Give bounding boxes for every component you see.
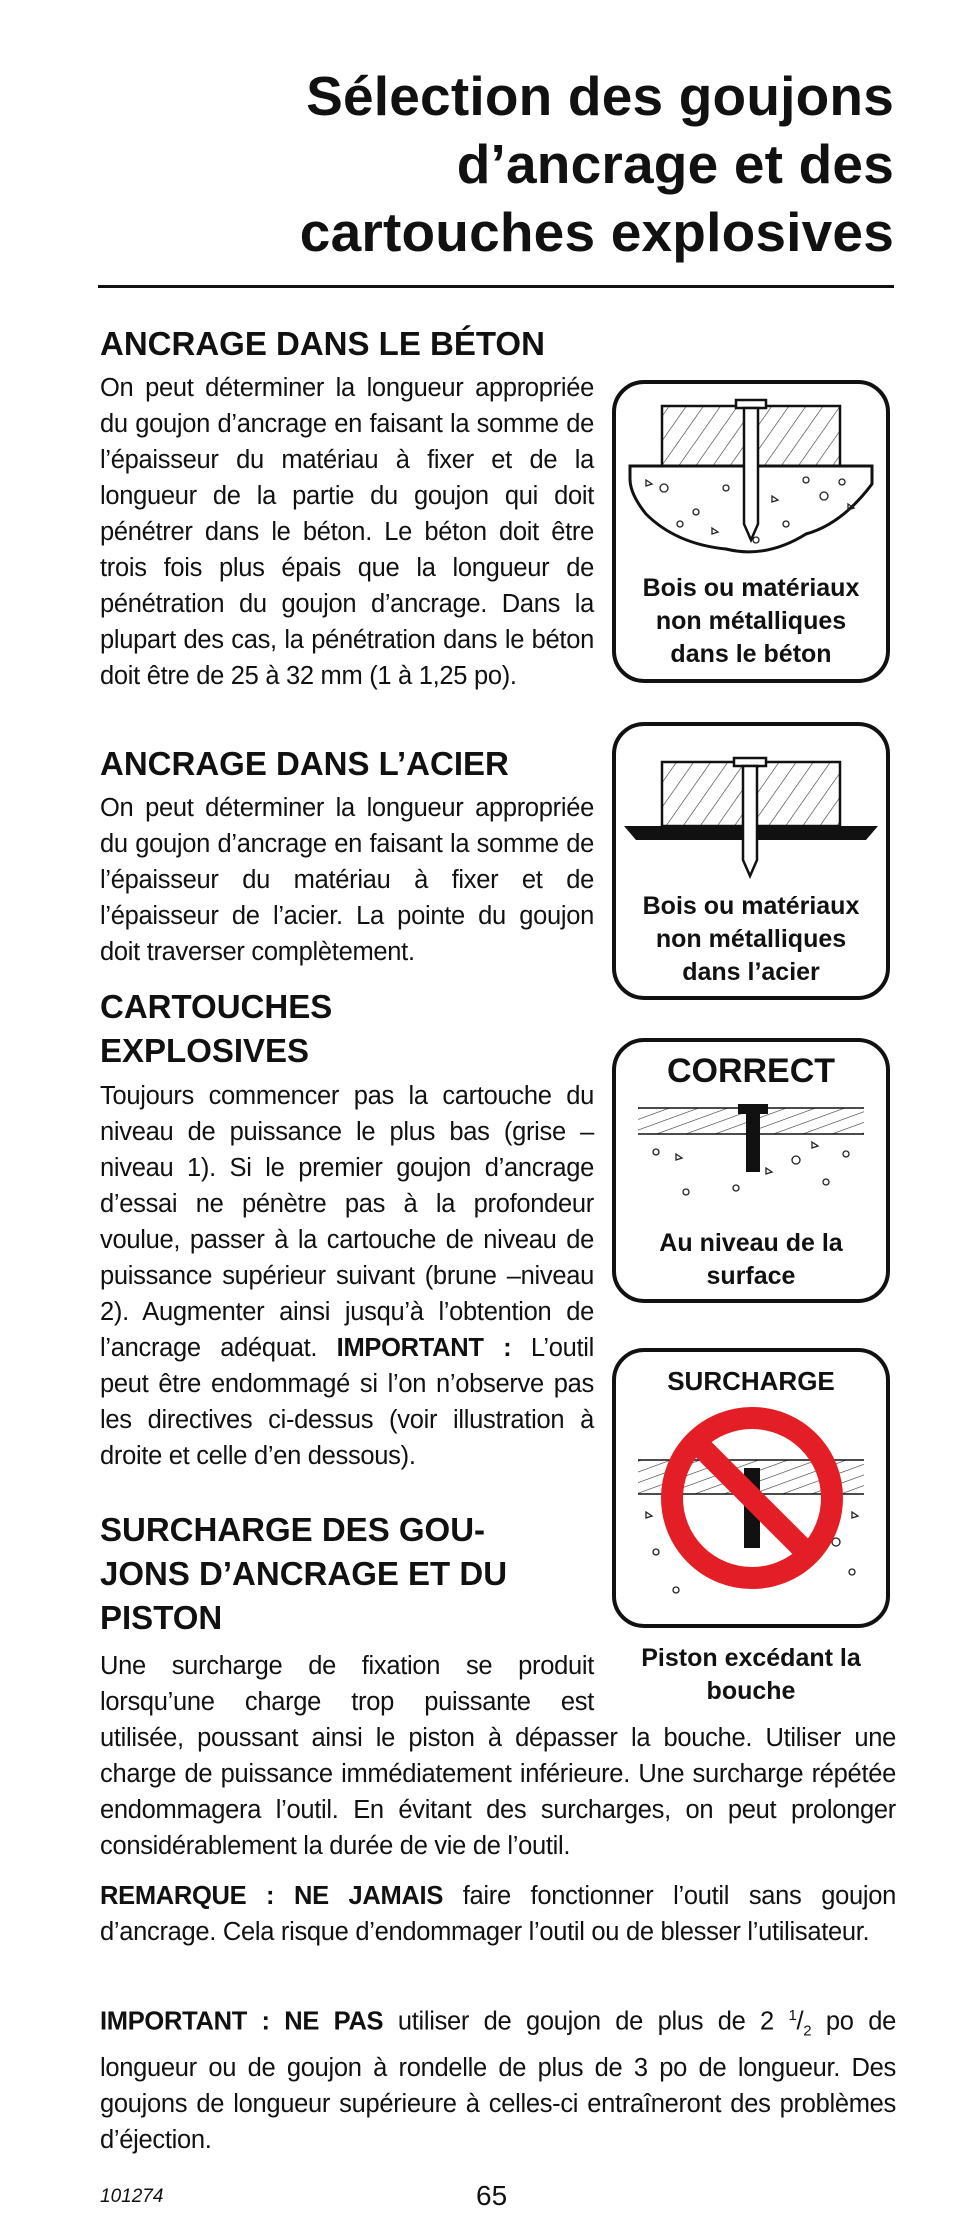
paragraph-cartouches: Toujours commencer pas la cartouche du niveau de puissance le plus bas (grise – niveau 1). Si le premier goujon d’ancrage d’essai ne pénètre pas à la profondeur voulue, passer à la cartouche de niveau de puissance supérieur suivant (brune –niveau 2). Augmenter ainsi jusqu’à l’obtention de l’ancrage adéquat. IMPORTANT : L’outil peut être endommagé si l’on n’observe pas les directives ci-dessus (voir illustration à droite et celle d’en dessous). [100,1082,594,1470]
figure-surcharge [612,1348,890,1628]
figure-correct-caption: Au niveau de la surface [659,1229,843,1290]
heading-ancrage-beton: ANCRAGE DANS LE BÉTON [100,325,545,362]
document-code: 101274 [100,2186,164,2207]
figure-surcharge-caption: Piston excédant la bouche [641,1644,861,1705]
figure-acier [612,722,890,1000]
paragraph-surcharge-intro: Une surcharge de fixation se produit lorsqu’une charge trop puissante est [100,1652,594,1716]
figure-beton-caption: Bois ou matériaux non métalliques dans le béton [642,574,860,668]
page-number: 65 [476,2180,508,2211]
paragraph-ancrage-acier: On peut déterminer la longueur appropriée du goujon d’ancrage en faisant la somme de l’épaisseur du matériau à fixer et de l’épaisseur de l’acier. La pointe du goujon doit traverser complètement. [100,794,594,966]
paragraph-important: IMPORTANT : NE PAS utiliser de goujon de plus de 2 $^1/_2$ po de longueur ou de goujon à rondelle de plus de 3 po de longueur. Des goujons de longueur supérieure à celles-ci entraîneront des problèmes d’éjection. [100,2007,896,2154]
figure-correct-title: CORRECT [666,1052,836,1090]
paragraph-surcharge: utilisée, poussant ainsi le piston à dépasser la bouche. Utiliser une charge de puissance immédiatement inférieure. Une surcharge répétée endommagera l’outil. En évitant des surcharges, on peut prolonger considérablement la durée de vie de l’outil. [100,1724,896,1860]
heading-ancrage-acier: ANCRAGE DANS L’ACIER [100,745,509,782]
heading-surcharge: SURCHARGE DES GOU- JONS D’ANCRAGE ET DU PISTON [100,1511,508,1636]
paragraph-ancrage-beton: On peut déterminer la longueur appropriée du goujon d’ancrage en faisant la somme de l’épaisseur du matériau à fixer et de la longueur de la partie du goujon qui doit pénétrer dans le béton. Le béton doit être trois fois plus épais que la longueur de pénétration du goujon d’ancrage. Dans la plupart des cas, la pénétration dans le béton doit être de 25 à 32 mm (1 à 1,25 po). [100,374,594,690]
figure-acier-caption: Bois ou matériaux non métalliques dans l’acier [642,892,860,986]
heading-cartouches-explosives: CARTOUCHES EXPLOSIVES [100,988,333,1069]
figure-beton [612,380,890,683]
figure-correct [612,1038,890,1303]
page-title: Sélection des goujons d’ancrage et des cartouches explosives [299,65,894,263]
illustration-overdrive-prohibited [616,1352,886,1624]
figure-surcharge-title: SURCHARGE [667,1366,835,1396]
paragraph-remarque: REMARQUE : NE JAMAIS faire fonctionner l’outil sans goujon d’ancrage. Cela risque d’endommager l’outil ou de blesser l’utilisateur. [100,1882,896,1946]
title-divider [98,285,894,288]
